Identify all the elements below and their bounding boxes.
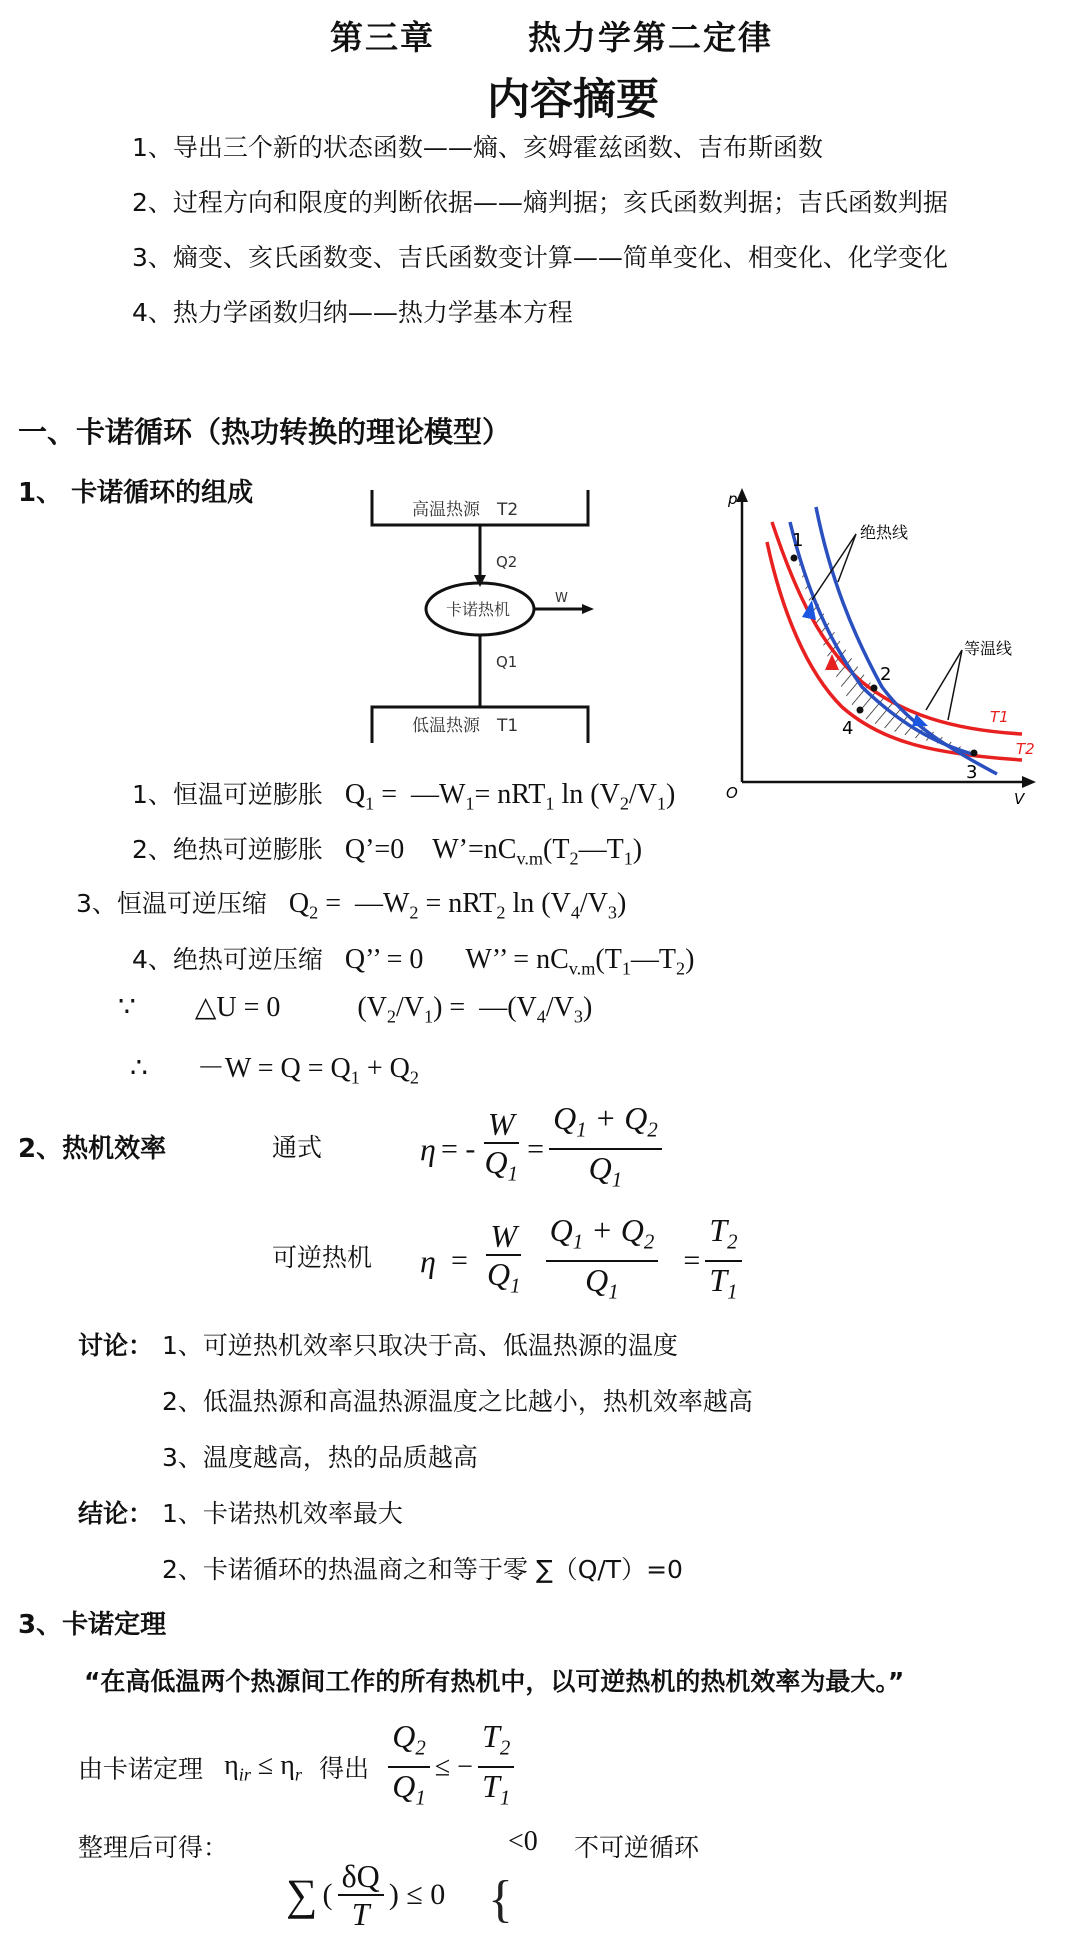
step-4: 4、绝热可逆压缩 Q’’ = 0 W’’ = $nC_{v.m}(T_1—T_2)$ — [132, 944, 695, 979]
step-2: 2、绝热可逆膨胀 Q’=0 $W’=nC_{v.m}(T_2—T_1)$ — [132, 834, 643, 869]
work-label: W — [555, 591, 568, 606]
general-efficiency-formula: η = - $\frac{W}{Q_1}$ = $\frac{Q_1 + Q_2}{Q_1}$ — [420, 1100, 662, 1199]
subsection-theorem: 3、卡诺定理 — [18, 1610, 167, 1640]
subsection-composition: 1、 卡诺循环的组成 — [18, 478, 254, 508]
v-axis-label: V — [1014, 790, 1025, 807]
cold-reservoir-label: 低温热源 T1 — [412, 716, 519, 736]
conclusion-label: 结论： — [78, 1499, 154, 1528]
point-4: 4 — [842, 718, 854, 739]
irreversible-cycle-label: 不可逆循环 — [574, 1833, 700, 1862]
summary-item-1: 1、导出三个新的状态函数——熵、亥姆霍兹函数、吉布斯函数 — [132, 133, 823, 162]
p-axis-label: p — [728, 490, 738, 508]
summary-item-4: 4、热力学函数归纳——热力学基本方程 — [132, 298, 573, 327]
isothermal-label: 等温线 — [964, 639, 1013, 658]
subsection-efficiency: 2、热机效率 — [18, 1134, 167, 1164]
general-formula-label: 通式 — [272, 1133, 323, 1162]
discussion-1: 1、可逆热机效率只取决于高、低温热源的温度 — [162, 1331, 678, 1360]
less-than-zero: <0 — [508, 1826, 538, 1857]
clausius-inequality: ∑ ( $\frac{\delta Q}{T}$ ) ≤ 0 — [286, 1858, 446, 1932]
chapter-title: 热力学第二定律 — [528, 18, 773, 57]
conclusion-2: 2、卡诺循环的热温商之和等于零 ∑（Q/T）=0 — [162, 1555, 683, 1584]
step-1: 1、恒温可逆膨胀 $Q_1$ = $—W_1= nRT_1$ $\ln (V_2/V_1)$ — [132, 779, 676, 814]
t2-label: T2 — [1016, 740, 1035, 758]
adiabatic-label: 绝热线 — [860, 523, 909, 542]
theorem-quote: “在高低温两个热源间工作的所有热机中，以可逆热机的热机效率为最大。” — [84, 1667, 905, 1696]
discussion-3: 3、温度越高，热的品质越高 — [162, 1443, 478, 1472]
discussion-label: 讨论： — [78, 1331, 154, 1360]
summary-item-3: 3、熵变、亥氏函数变、吉氏函数变计算——简单变化、相变化、化学变化 — [132, 243, 948, 272]
summary-item-2: 2、过程方向和限度的判断依据——熵判据；亥氏函数判据；吉氏函数判据 — [132, 188, 948, 217]
point-3: 3 — [966, 762, 978, 783]
theorem-derivation: 由卡诺定理 $\eta_{ir} \le \eta_r$ 得出 $\frac{Q_2}{Q_1}$ ≤ − $\frac{T_2}{T_1}$ — [78, 1718, 514, 1817]
because-line: ∵ △U = 0 $(V_2/V_1)$ = $—(V_4/V_3)$ — [118, 992, 593, 1027]
reversible-efficiency-formula: η = $\frac{W}{Q_1}$ $\frac{Q_1 + Q_2}{Q_1}$ = $\frac{T_2}{T_1}$ — [420, 1212, 742, 1311]
therefore-line: ∴ $-W = Q = Q_1 + Q_2$ — [130, 1053, 419, 1088]
hot-reservoir-label: 高温热源 T2 — [412, 500, 519, 520]
section-title: 一、卡诺循环（热功转换的理论模型） — [18, 415, 512, 449]
step-3: 3、恒温可逆压缩 $Q_2$ = $—W_2 = nRT_2$ $\ln (V_4/V_3)$ — [76, 888, 627, 923]
reversible-engine-label: 可逆热机 — [272, 1243, 373, 1272]
pv-diagram — [712, 482, 1042, 807]
conclusion-1: 1、卡诺热机效率最大 — [162, 1499, 403, 1528]
point-1: 1 — [792, 530, 804, 551]
brace: { — [488, 1871, 513, 1928]
chapter-number: 第三章 — [330, 18, 435, 57]
carnot-engine-diagram — [360, 485, 600, 745]
t1-label: T1 — [990, 708, 1009, 726]
q-hot-label: Q2 — [496, 553, 518, 571]
point-2: 2 — [880, 664, 892, 685]
origin-label: O — [726, 784, 738, 802]
arrange-label: 整理后可得： — [78, 1833, 229, 1862]
summary-title: 内容摘要 — [487, 75, 659, 125]
q-cold-label: Q1 — [496, 653, 518, 671]
discussion-2: 2、低温热源和高温热源温度之比越小，热机效率越高 — [162, 1387, 753, 1416]
engine-label: 卡诺热机 — [446, 600, 511, 619]
